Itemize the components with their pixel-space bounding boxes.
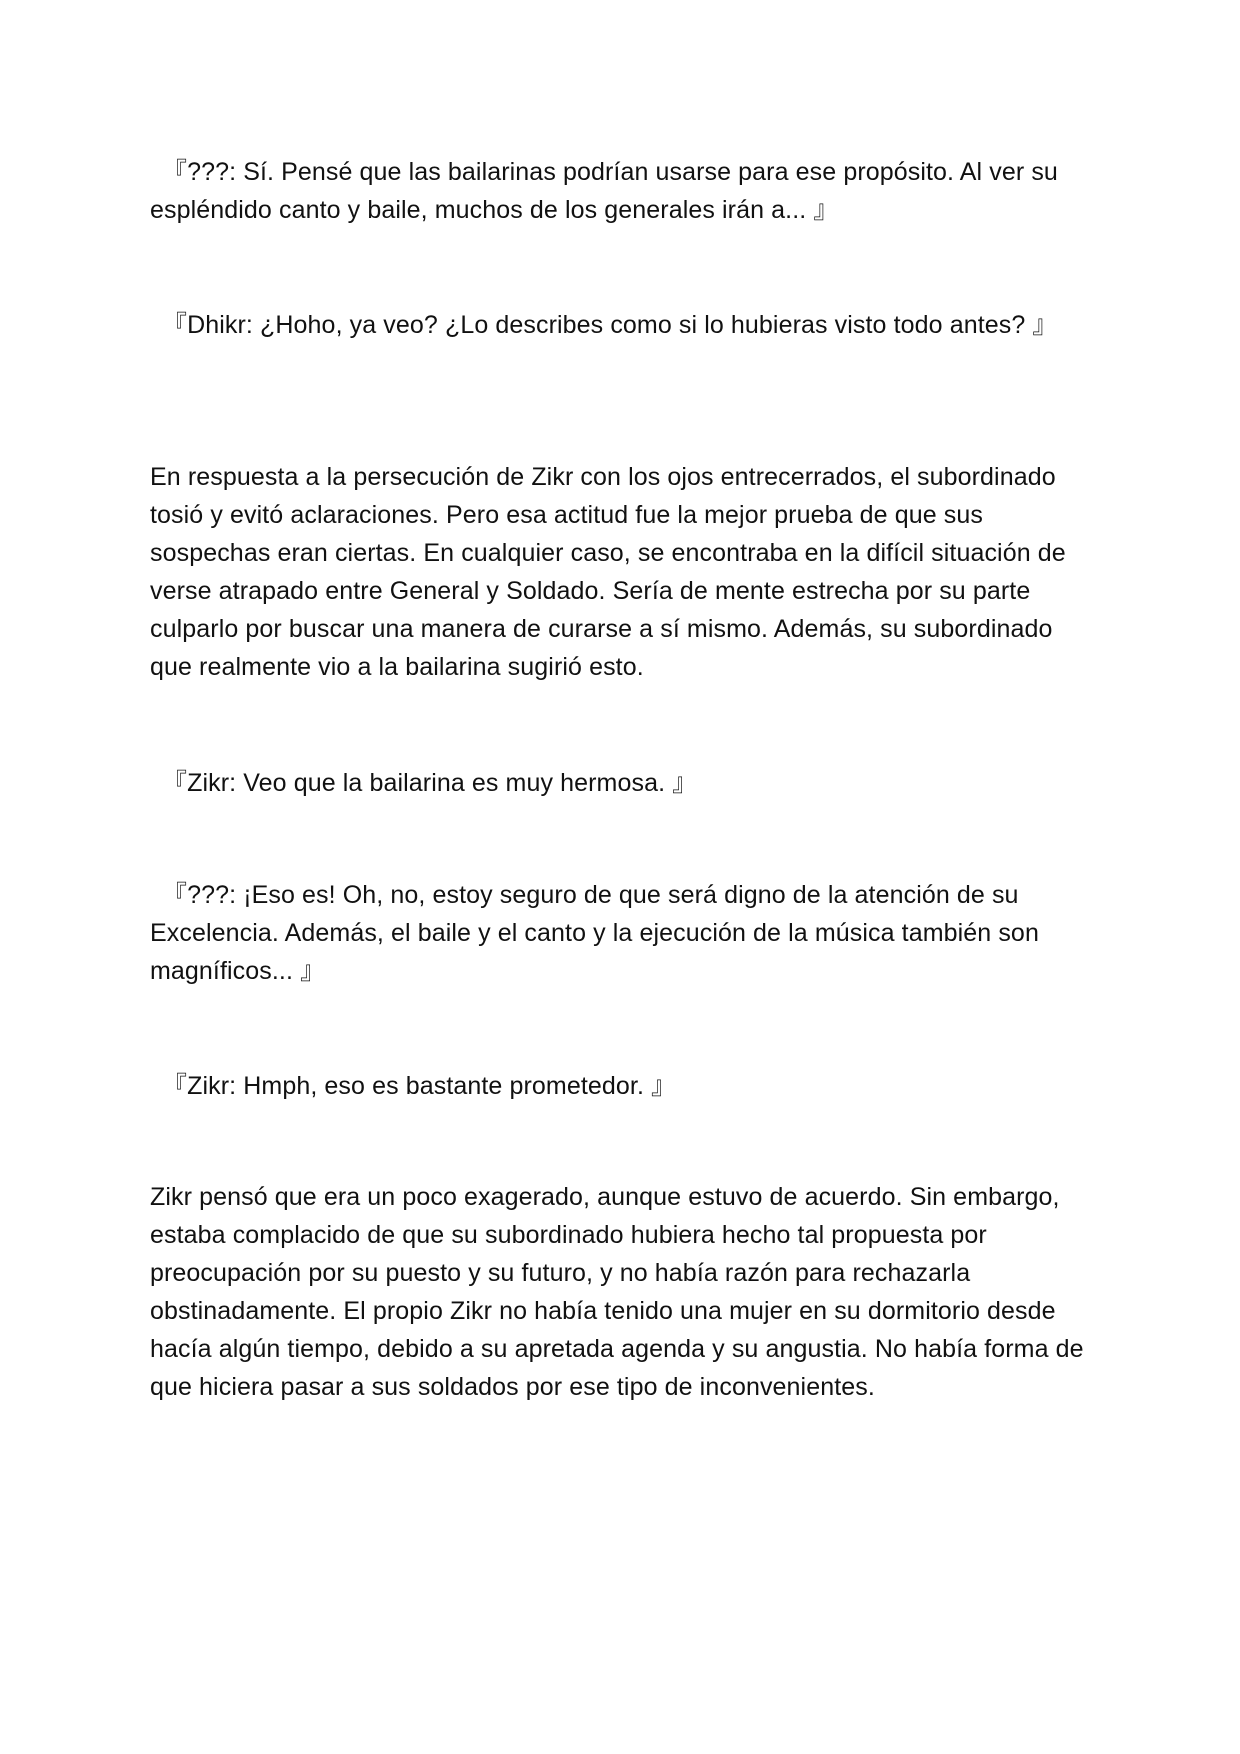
dialogue-paragraph: 『Dhikr: ¿Hoho, ya veo? ¿Lo describes como si lo hubieras visto todo antes? 』 bbox=[162, 311, 1058, 339]
dialogue-paragraph: 『Zikr: Veo que la bailarina es muy hermosa. 』 bbox=[162, 769, 698, 797]
narration-paragraph: Zikr pensó que era un poco exagerado, aunque estuvo de acuerdo. Sin embargo, estaba complacido de que su subordinado hubiera hecho tal propuesta por preocupación por su puesto y su futuro, y no había razón para rechazarla obstinadamente. El propio Zikr no había tenido una mujer en su dormitorio desde hacía algún tiempo, debido a su apretada agenda y su angustia. No había forma de que hiciera pasar a sus soldados por ese tipo de inconvenientes. bbox=[150, 1183, 1084, 1401]
dialogue-paragraph: 『???: ¡Eso es! Oh, no, estoy seguro de que será digno de la atención de su Excelencia. Además, el baile y el canto y la ejecución de la música también son magníficos... 』 bbox=[150, 881, 1039, 985]
dialogue-paragraph: 『Zikr: Hmph, eso es bastante prometedor. 』 bbox=[162, 1072, 677, 1100]
narration-paragraph: En respuesta a la persecución de Zikr con los ojos entrecerrados, el subordinado tosió y evitó aclaraciones. Pero esa actitud fue la mejor prueba de que sus sospechas eran ciertas. En cualquier caso, se encontraba en la difícil situación de verse atrapado entre General y Soldado. Sería de mente estrecha por su parte culparlo por buscar una manera de curarse a sí mismo. Además, su subordinado que realmente vio a la bailarina sugirió esto. bbox=[150, 463, 1066, 681]
dialogue-paragraph: 『???: Sí. Pensé que las bailarinas podrían usarse para ese propósito. Al ver su espléndido canto y baile, muchos de los generales irán a... 』 bbox=[150, 158, 1058, 224]
